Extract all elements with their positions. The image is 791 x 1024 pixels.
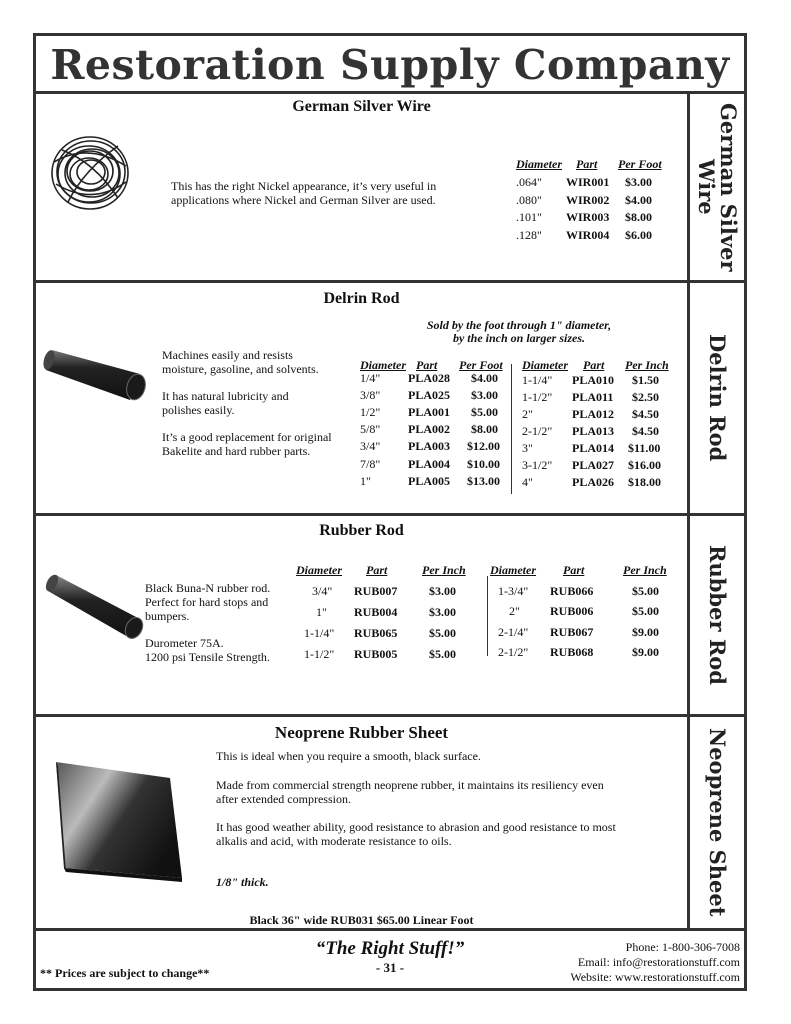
rubber-cell: 2-1/2" (498, 645, 529, 659)
delrin-cell: 7/8" (360, 457, 381, 471)
rubber-cell: RUB066 (550, 584, 594, 598)
delrin-header-diameter-2: Diameter (522, 358, 568, 372)
delrin-cell: 1/4" (360, 371, 381, 385)
footer-divider (36, 928, 744, 931)
delrin-cell: 3/4" (360, 439, 381, 453)
rubber-cell: 2-1/4" (498, 625, 529, 639)
delrin-cell: 1/2" (360, 405, 381, 419)
rubber-description-1: Black Buna-N rubber rod. Perfect for hard stops and bumpers. (145, 581, 271, 623)
delrin-cell: PLA026 (572, 475, 614, 489)
rubber-header-part: Part (366, 563, 388, 577)
rubber-cell: 1-1/2" (304, 647, 335, 661)
section-title-neoprene: Neoprene Rubber Sheet (274, 723, 449, 742)
delrin-cell: $1.50 (632, 373, 659, 387)
rubber-cell: RUB004 (354, 605, 398, 619)
rubber-cell: $3.00 (429, 584, 456, 598)
rubber-cell: RUB005 (354, 647, 398, 661)
footer-tagline: “The Right Stuff!” (315, 938, 465, 959)
wire-description: This has the right Nickel appearance, it’s very useful in applications where Nickel and German Silver are used. (171, 179, 437, 207)
rubber-header-diameter-2: Diameter (490, 563, 536, 577)
side-label-neoprene: Neoprene Sheet (705, 728, 730, 917)
rubber-cell: $9.00 (632, 625, 659, 639)
rubber-cell: RUB068 (550, 645, 594, 659)
rubber-cell: 1-3/4" (498, 584, 529, 598)
rubber-cell: RUB006 (550, 604, 594, 618)
delrin-cell: 3/8" (360, 388, 381, 402)
delrin-cell: $4.50 (632, 424, 659, 438)
delrin-cell: PLA010 (572, 373, 614, 387)
page-header (36, 36, 744, 94)
wire-cell: $3.00 (625, 175, 652, 189)
rubber-description-2: Durometer 75A. (145, 636, 224, 650)
delrin-cell: PLA011 (572, 390, 614, 404)
delrin-cell: $13.00 (467, 474, 500, 488)
delrin-cell: $10.00 (467, 457, 500, 471)
neoprene-paragraph-3: It has good weather ability, good resistance to abrasion and good resistance to most alkalis and acid, with moderate resistance to oils. (216, 820, 616, 848)
wire-header-part: Part (576, 157, 598, 171)
rubber-cell: RUB007 (354, 584, 398, 598)
delrin-note-line1: Sold by the foot through 1" diameter, (426, 318, 612, 332)
delrin-description-2: It has natural lubricity and polishes easily. (162, 389, 289, 417)
contact-website: Website: www.restorationstuff.com (570, 970, 740, 984)
rubber-description-3: 1200 psi Tensile Strength. (145, 650, 270, 664)
rubber-cell: RUB067 (550, 625, 594, 639)
section-title-rubber: Rubber Rod (319, 522, 404, 539)
delrin-header-part-2: Part (583, 358, 605, 372)
delrin-cell: $3.00 (471, 388, 498, 402)
company-title: Restoration Supply Company (50, 41, 730, 89)
delrin-header-diameter: Diameter (360, 358, 406, 372)
catalog-page (33, 33, 747, 991)
rubber-cell: 1-1/4" (304, 626, 335, 640)
delrin-cell: PLA028 (408, 371, 450, 385)
wire-cell: $4.00 (625, 193, 652, 207)
rubber-cell: 3/4" (312, 584, 333, 598)
wire-header-price: Per Foot (618, 157, 662, 171)
wire-cell: WIR003 (566, 210, 610, 224)
section-divider (36, 513, 744, 516)
delrin-cell: 3-1/2" (522, 458, 553, 472)
rubber-header-price-2: Per Inch (623, 563, 667, 577)
delrin-cell: 4" (522, 475, 533, 489)
rubber-cell: 1" (316, 605, 327, 619)
neoprene-paragraph-2: Made from commercial strength neoprene rubber, it maintains its resiliency even after extended compression. (216, 778, 604, 806)
side-label-wire: German Silver Wire (694, 102, 741, 272)
delrin-cell: $2.50 (632, 390, 659, 404)
wire-cell: WIR001 (566, 175, 610, 189)
delrin-cell: $4.50 (632, 407, 659, 421)
delrin-cell: 1" (360, 474, 371, 488)
delrin-cell: PLA004 (408, 457, 450, 471)
delrin-cell: PLA014 (572, 441, 614, 455)
delrin-cell: 5/8" (360, 422, 381, 436)
delrin-cell: PLA013 (572, 424, 614, 438)
neoprene-offer: Black 36" wide RUB031 $65.00 Linear Foot (249, 913, 474, 927)
delrin-cell: $11.00 (628, 441, 661, 455)
wire-cell: $8.00 (625, 210, 652, 224)
wire-cell: WIR004 (566, 228, 610, 242)
delrin-cell: $8.00 (471, 422, 498, 436)
wire-coil-icon (48, 132, 132, 214)
contact-phone: Phone: 1-800-306-7008 (625, 940, 740, 954)
delrin-cell: $16.00 (628, 458, 661, 472)
delrin-cell: PLA025 (408, 388, 450, 402)
wire-cell: $6.00 (625, 228, 652, 242)
side-label-rubber: Rubber Rod (705, 545, 730, 685)
rubber-cell: $5.00 (429, 647, 456, 661)
delrin-cell: PLA005 (408, 474, 450, 488)
section-divider (36, 280, 744, 283)
neoprene-paragraph-1: This is ideal when you require a smooth, black surface. (216, 749, 481, 763)
section-title-wire: German Silver Wire (292, 98, 431, 115)
delrin-cell: PLA012 (572, 407, 614, 421)
delrin-cell: PLA001 (408, 405, 450, 419)
neoprene-sheet-icon (44, 758, 184, 882)
delrin-cell: 3" (522, 441, 533, 455)
rubber-cell: $5.00 (632, 604, 659, 618)
wire-cell: WIR002 (566, 193, 610, 207)
rubber-table-separator (487, 576, 488, 656)
delrin-cell: PLA027 (572, 458, 614, 472)
section-title-delrin: Delrin Rod (323, 290, 400, 307)
section-divider (36, 714, 744, 717)
wire-cell: .101" (516, 210, 542, 224)
rubber-cell: $5.00 (429, 626, 456, 640)
delrin-note-line2: by the inch on larger sizes. (452, 331, 585, 345)
rubber-cell: $9.00 (632, 645, 659, 659)
delrin-cell: 2" (522, 407, 533, 421)
delrin-cell: 1-1/2" (522, 390, 553, 404)
rubber-cell: RUB065 (354, 626, 398, 640)
delrin-cell: PLA002 (408, 422, 450, 436)
delrin-description-3: It’s a good replacement for original Bakelite and hard rubber parts. (162, 430, 332, 458)
delrin-header-price: Per Foot (459, 358, 503, 372)
side-label-delrin: Delrin Rod (705, 334, 730, 462)
delrin-cell: $5.00 (471, 405, 498, 419)
delrin-cell: 2-1/2" (522, 424, 553, 438)
wire-header-diameter: Diameter (516, 157, 562, 171)
page-number: - 31 - (375, 960, 405, 975)
rubber-header-price: Per Inch (422, 563, 466, 577)
wire-cell: .128" (516, 228, 542, 242)
delrin-description-1: Machines easily and resists moisture, gasoline, and solvents. (162, 348, 319, 376)
wire-cell: .080" (516, 193, 542, 207)
delrin-rod-icon (42, 344, 156, 402)
neoprene-thickness: 1/8" thick. (216, 875, 269, 889)
price-disclaimer: ** Prices are subject to change** (40, 966, 210, 980)
delrin-cell: PLA003 (408, 439, 450, 453)
rubber-rod-icon (44, 569, 146, 639)
contact-email: Email: info@restorationstuff.com (577, 955, 740, 969)
delrin-header-price-2: Per Inch (625, 358, 669, 372)
delrin-cell: $18.00 (628, 475, 661, 489)
rubber-cell: $3.00 (429, 605, 456, 619)
delrin-cell: $12.00 (467, 439, 500, 453)
rubber-cell: $5.00 (632, 584, 659, 598)
rubber-header-part-2: Part (563, 563, 585, 577)
delrin-header-part: Part (416, 358, 438, 372)
rubber-header-diameter: Diameter (296, 563, 342, 577)
delrin-cell: 1-1/4" (522, 373, 553, 387)
rubber-cell: 2" (509, 604, 520, 618)
delrin-cell: $4.00 (471, 371, 498, 385)
delrin-table-separator (511, 364, 512, 494)
wire-cell: .064" (516, 175, 542, 189)
contact-info (570, 940, 740, 985)
